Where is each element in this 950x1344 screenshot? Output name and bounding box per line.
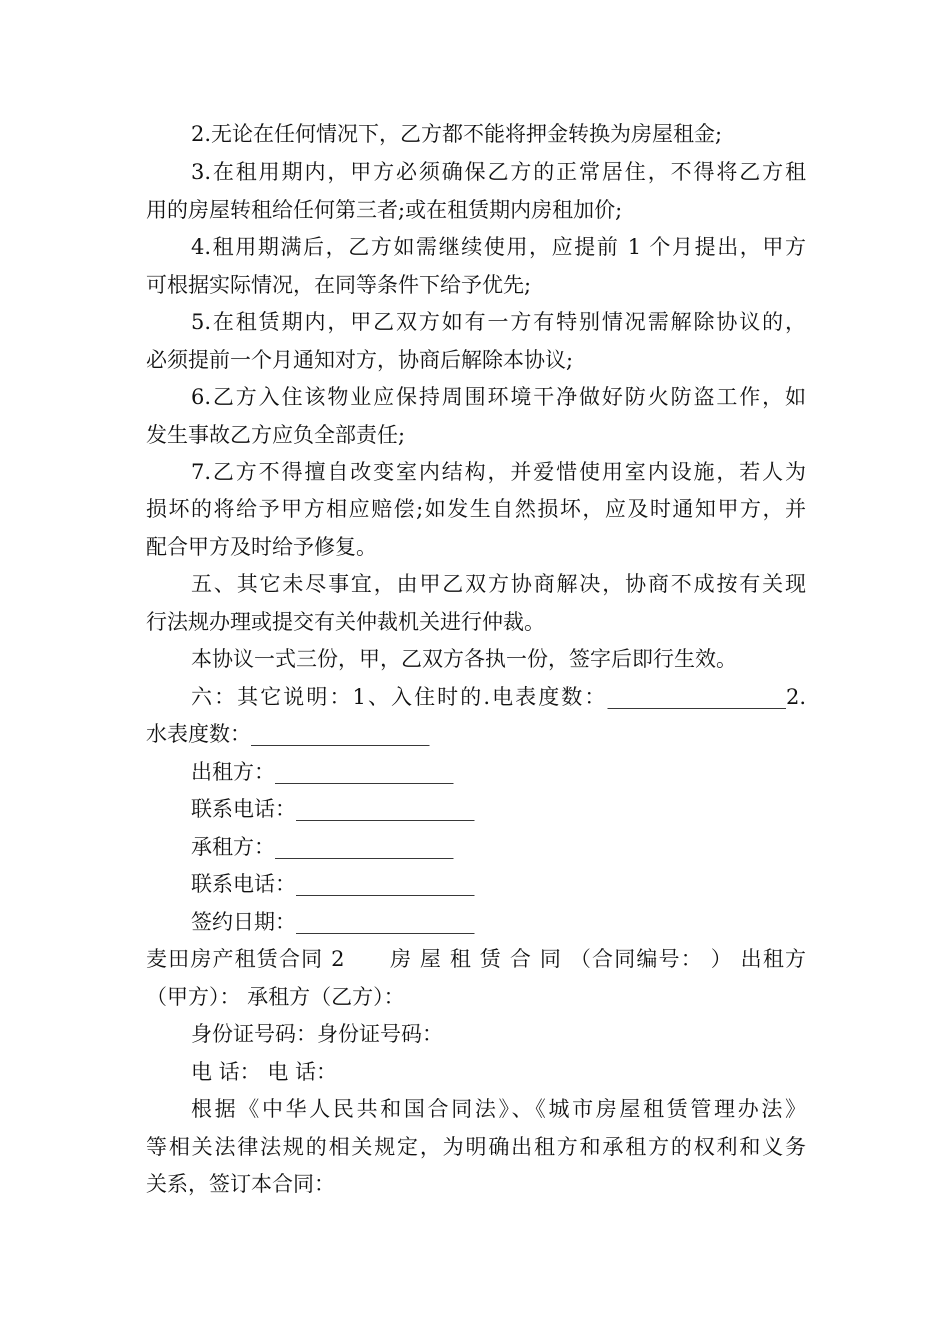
- lessee-phone-line: 联系电话：_________________: [191, 872, 475, 896]
- clause-6-line-2: 发生事故乙方应负全部责任;: [146, 423, 406, 447]
- id-number-line: 身份证号码：身份证号码：: [191, 1022, 443, 1046]
- clause-2-line: 2.无论在任何情况下，乙方都不能将押金转换为房屋租金;: [191, 122, 723, 146]
- clause-3-line-1: 3.在租用期内，甲方必须确保乙方的正常居住，不得将乙方租: [191, 160, 806, 184]
- clause-5-line-1: 5.在租赁期内，甲乙双方如有一方有特别情况需解除协议的，: [191, 310, 806, 334]
- section-5-line-2: 行法规办理或提交有关仲裁机关进行仲裁。: [146, 610, 545, 634]
- clause-7-line-2: 损坏的将给予甲方相应赔偿;如发生自然损坏，应及时通知甲方，并: [146, 497, 806, 521]
- section-5-line-1: 五、其它未尽事宜，由甲乙双方协商解决，协商不成按有关现: [191, 572, 806, 596]
- signing-date-line: 签约日期：_________________: [191, 910, 475, 934]
- contract-2-heading-line-1: 麦田房产租赁合同 2 房 屋 租 赁 合 同 （合同编号： ） 出租方: [146, 947, 806, 971]
- preamble-line-1: 根据《中华人民共和国合同法》、《城市房屋租赁管理办法》: [191, 1097, 806, 1121]
- clause-7-line-3: 配合甲方及时给予修复。: [146, 535, 377, 559]
- agreement-copies-line: 本协议一式三份，甲，乙双方各执一份，签字后即行生效。: [191, 647, 737, 671]
- clause-5-line-2: 必须提前一个月通知对方，协商后解除本协议;: [146, 348, 574, 372]
- clause-6-line-1: 6.乙方入住该物业应保持周围环境干净做好防火防盗工作，如: [191, 385, 806, 409]
- clause-4-line-1: 4.租用期满后，乙方如需继续使用，应提前 1 个月提出，甲方: [191, 235, 806, 259]
- section-6-line-1: 六：其它说明：1、入住时的.电表度数：_________________2.: [191, 685, 806, 709]
- lessee-signature-line: 承租方：_________________: [191, 835, 454, 859]
- lessor-signature-line: 出租方：_________________: [191, 760, 454, 784]
- clause-4-line-2: 可根据实际情况，在同等条件下给予优先;: [146, 273, 532, 297]
- phone-line: 电 话： 电 话：: [191, 1060, 338, 1084]
- contract-2-heading-line-2: （甲方）： 承租方（乙方）：: [146, 985, 405, 1009]
- section-6-line-2: 水表度数：_________________: [146, 722, 430, 746]
- clause-7-line-1: 7.乙方不得擅自改变室内结构，并爱惜使用室内设施，若人为: [191, 460, 806, 484]
- clause-3-line-2: 用的房屋转租给任何第三者;或在租赁期内房租加价;: [146, 198, 623, 222]
- lessor-phone-line: 联系电话：_________________: [191, 797, 475, 821]
- preamble-line-2: 等相关法律法规的相关规定，为明确出租方和承租方的权利和义务: [146, 1135, 806, 1159]
- preamble-line-3: 关系，签订本合同：: [146, 1172, 335, 1196]
